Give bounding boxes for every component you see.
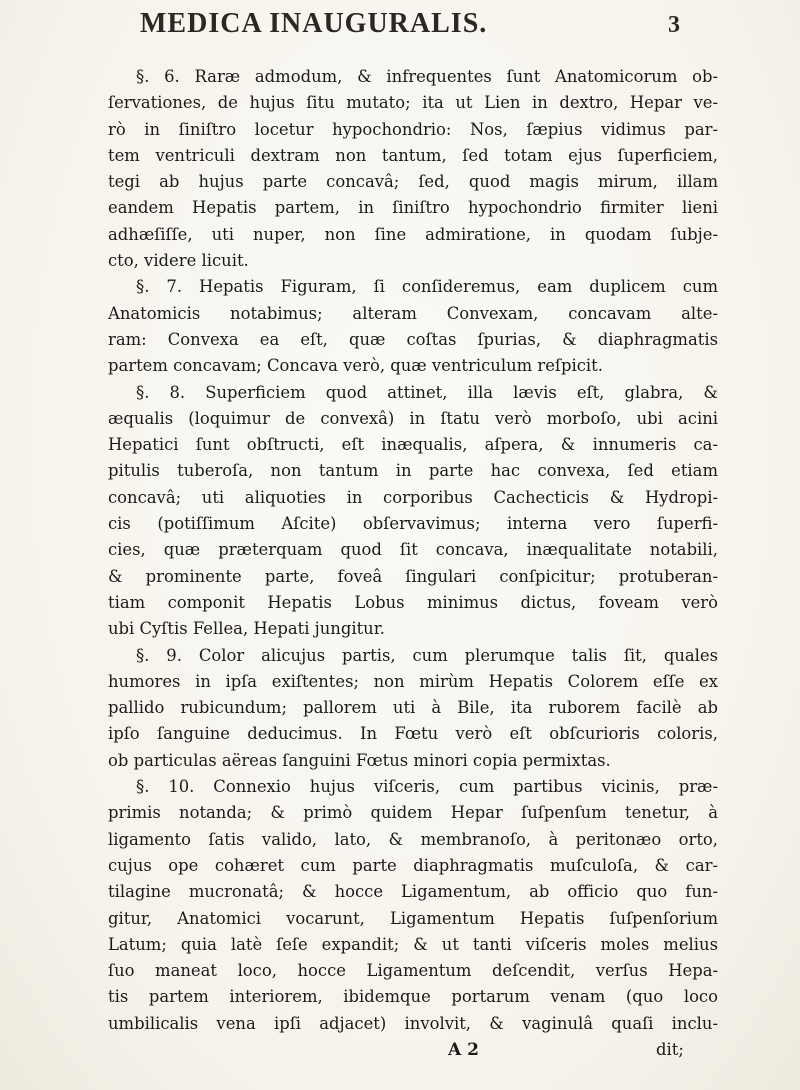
signature-mark: A 2	[448, 1039, 479, 1060]
text-line: æqualis (loquimur de convexâ) in ſtatu verò morboſo, ubi acini	[108, 408, 718, 428]
text-line: §. 6. Raræ admodum, & infrequentes ſunt Anatomicorum ob-	[136, 67, 718, 86]
text-line: Anatomicis notabimus; alteram Convexam, concavam alte-	[108, 303, 718, 323]
text-line: umbilicalis vena ipſi adjacet) involvit, & vaginulâ quaſi inclu-	[108, 1013, 718, 1033]
text-line: partem concavam; Concava verò, quæ ventriculum reſpicit.	[108, 356, 603, 376]
text-line: ligamento ſatis valido, lato, & membranoſo, à peritonæo orto,	[108, 829, 718, 849]
text-line: cujus ope cohæret cum parte diaphragmatis muſculoſa, & car-	[108, 855, 718, 875]
text-line: cies, quæ præterquam quod ſit concava, inæqualitate notabili,	[108, 540, 718, 560]
text-line: §. 8. Superficiem quod attinet, illa lævis eſt, glabra, &	[136, 382, 718, 402]
text-line: §. 7. Hepatis Figuram, ſi conſideremus, eam duplicem cum	[136, 277, 718, 297]
text-line: tilagine mucronatâ; & hocce Ligamentum, ab officio quo fun-	[108, 882, 718, 902]
text-line: gitur, Anatomici vocarunt, Ligamentum Hepatis ſuſpenſorium	[108, 908, 718, 928]
text-line: primis notanda; & primò quidem Hepar ſuſpenſum tenetur, à	[108, 803, 718, 823]
signature-line	[108, 1037, 718, 1063]
text-line: Hepatici ſunt obſtructi, eſt inæqualis, aſpera, & innumeris ca-	[108, 435, 718, 455]
text-line: Latum; quia latè ſeſe expandit; & ut tanti viſceris moles melius	[108, 934, 718, 954]
text-line: pitulis tuberoſa, non tantum in parte hac convexa, ſed etiam	[108, 461, 718, 481]
text-line: & prominente parte, foveâ ſingulari conſpicitur; protuberan-	[108, 566, 718, 586]
text-line: concavâ; uti aliquoties in corporibus Cachecticis & Hydropi-	[108, 487, 718, 507]
text-line: eandem Hepatis partem, in ſiniſtro hypochondrio firmiter lieni	[108, 198, 718, 218]
text-line: ſervationes, de hujus ſitu mutato; ita ut Lien in dextro, Hepar ve-	[108, 93, 718, 113]
text-line: cto, videre licuit.	[108, 251, 249, 271]
body-text	[108, 64, 718, 1064]
text-line: ob particulas aëreas ſanguini Fœtus minori copia permixtas.	[108, 750, 611, 770]
text-line: tem ventriculi dextram non tantum, ſed totam ejus ſuperficiem,	[108, 145, 718, 165]
page-header	[140, 8, 680, 48]
text-line: ubi Cyſtis Fellea, Hepati jungitur.	[108, 619, 385, 639]
text-line: §. 9. Color alicujus partis, cum plerumque talis ſit, quales	[136, 645, 718, 665]
running-head: MEDICA INAUGURALIS.	[140, 8, 488, 39]
text-line: tiam componit Hepatis Lobus minimus dictus, foveam verò	[108, 592, 718, 612]
text-line: ram: Convexa ea eſt, quæ coſtas ſpurias, & diaphragmatis	[108, 329, 718, 349]
text-line: rò in ſiniſtro locetur hypochondrio: Nos, ſæpius vidimus par-	[108, 119, 718, 139]
text-line: ipſo ſanguine deducimus. In Fœtu verò eſt obſcurioris coloris,	[108, 724, 718, 744]
text-line: §. 10. Connexio hujus viſceris, cum partibus vicinis, præ-	[136, 777, 718, 797]
text-line: tis partem interiorem, ibidemque portarum venam (quo loco	[108, 987, 718, 1007]
text-line: cis (potiſſimum Aſcite) obſervavimus; interna vero ſuperfi-	[108, 514, 718, 534]
text-line: adhæſiſſe, uti nuper, non ſine admiratione, in quodam ſubje-	[108, 224, 718, 244]
text-line: humores in ipſa exiſtentes; non mirùm Hepatis Colorem eſſe ex	[108, 671, 718, 691]
text-line: pallido rubicundum; pallorem uti à Bile, ita ruborem facilè ab	[108, 698, 718, 718]
catchword: dit;	[656, 1039, 684, 1059]
text-line: tegi ab hujus parte concavâ; ſed, quod magis mirum, illam	[108, 172, 718, 192]
page-number: 3	[668, 12, 680, 38]
text-line: ſuo maneat loco, hocce Ligamentum deſcendit, verſus Hepa-	[108, 961, 718, 981]
